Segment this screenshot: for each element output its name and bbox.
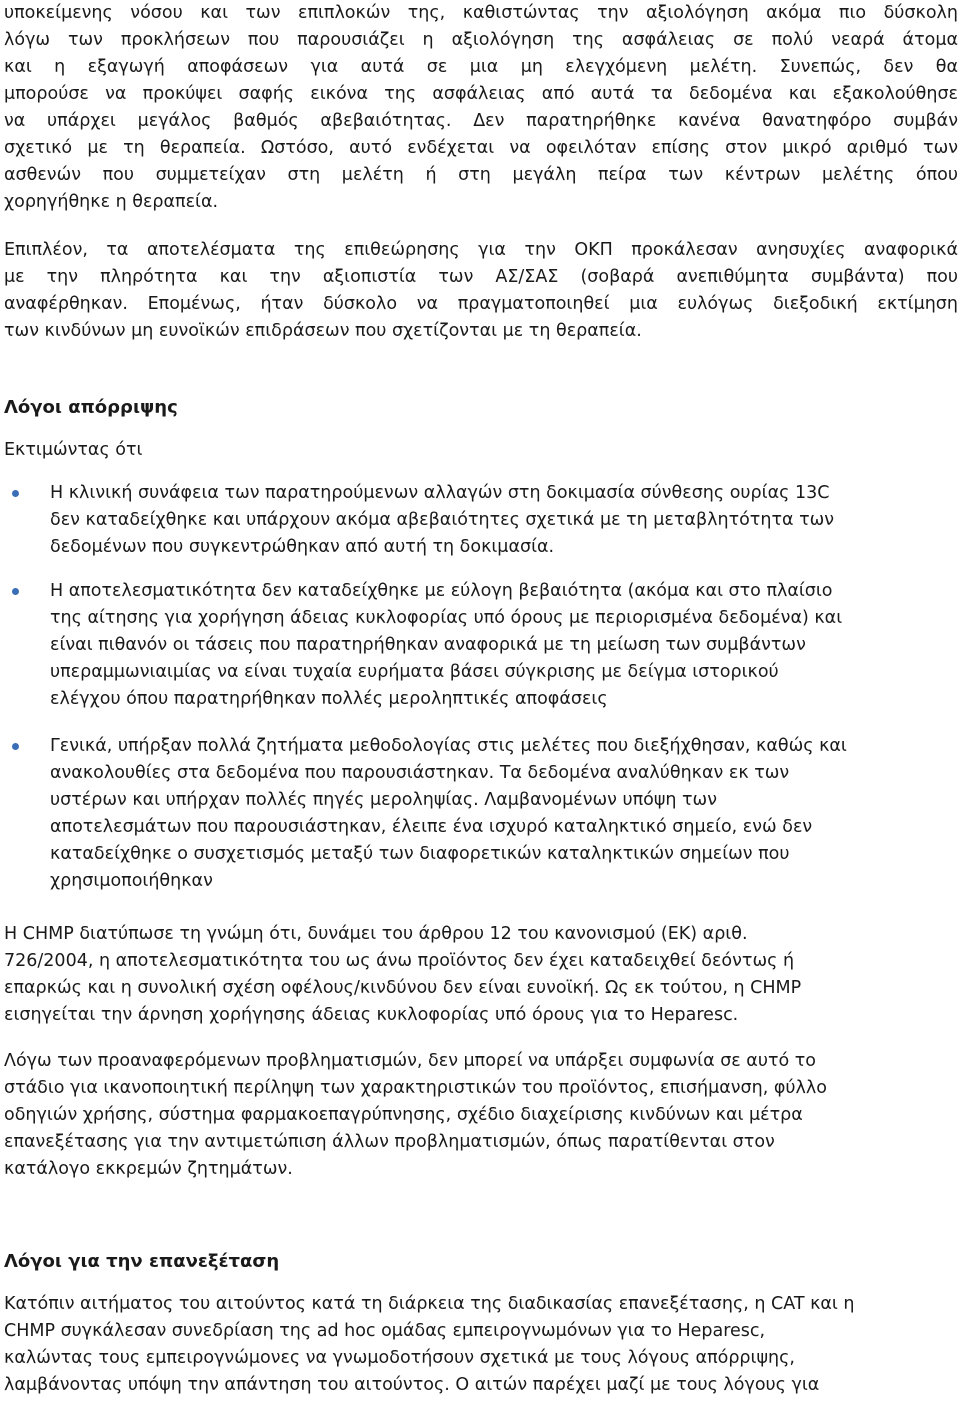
text-line: Λόγω των προαναφερόμενων προβληματισμών, δεν μπορεί να υπάρξει συμφωνία σε αυτό το	[4, 1051, 817, 1071]
text-line: κατάλογο εκκρεμών ζητημάτων.	[4, 1159, 293, 1179]
text-line: δεδομένων που συγκεντρώθηκαν από αυτή τη δοκιμασία.	[50, 537, 555, 557]
paragraph-gcp-inspection	[4, 237, 958, 345]
paragraph-safety-uncertainty	[4, 0, 958, 216]
text-line: Η αποτελεσματικότητα δεν καταδείχθηκε με εύλογη βεβαιότητα (ακόμα και στο πλαίσιο	[50, 581, 833, 601]
text-line: οδηγιών χρήσης, σύστημα φαρμακοεπαγρύπνησης, σχέδιο διαχείρισης κινδύνων και μέτρα	[4, 1105, 803, 1125]
text-line: της αίτησης για χορήγηση άδειας κυκλοφορίας υπό όρους με περιορισμένα δεδομένα) και	[50, 608, 843, 628]
bullet-icon	[12, 588, 19, 595]
text-line: Εκτιμώντας ότι	[4, 440, 143, 460]
text-line: Γενικά, υπήρξαν πολλά ζητήματα μεθοδολογίας στις μελέτες που διεξήχθησαν, καθώς και	[50, 736, 847, 756]
text-line: χορηγήθηκε η θεραπεία.	[4, 192, 219, 212]
text-line: Κατόπιν αιτήματος του αιτούντος κατά τη διάρκεια της διαδικασίας επανεξέτασης, η CAT και η	[4, 1294, 855, 1314]
text-line: Επιπλέον, τα αποτελέσματα της επιθεώρησης για την ΟΚΠ προκάλεσαν ανησυχίες αναφορικά	[4, 240, 958, 260]
text-line: και η εξαγωγή αποφάσεων για αυτά σε μια μη ελεγχόμενη μελέτη. Συνεπώς, δεν θα	[4, 57, 958, 77]
paragraph-outstanding-issues	[4, 1048, 958, 1183]
text-line: καλώντας τους εμπειρογνώμονες να γνωμοδοτήσουν σχετικά με τους λόγους απόρριψης,	[4, 1348, 795, 1368]
text-line: υστέρων και υπήρχαν πολλές πηγές μεροληψίας. Λαμβανομένων υπόψη των	[50, 790, 717, 810]
text-line: να υπάρχει μεγάλος βαθμός αβεβαιότητας. Δεν παρατηρήθηκε κανένα θανατηφόρο συμβάν	[4, 111, 958, 131]
bullet-icon	[12, 743, 19, 750]
text-line: επανεξέτασης για την αντιμετώπιση άλλων προβληματισμών, όπως παρατίθενται στον	[4, 1132, 775, 1152]
text-line: καταδείχθηκε ο συσχετισμός μεταξύ των διαφορετικών καταληκτικών σημείων που	[50, 844, 790, 864]
heading-refusal-grounds: Λόγοι απόρριψης	[4, 397, 178, 418]
refusal-intro	[4, 437, 958, 464]
text-line: στάδιο για ικανοποιητική περίληψη των χαρακτηριστικών του προϊόντος, επισήμανση, φύλλο	[4, 1078, 827, 1098]
text-line: επαρκώς και η συνολική σχέση οφέλους/κινδύνου δεν είναι ευνοϊκή. Ως εκ τούτου, η CHMP	[4, 978, 802, 998]
text-line: υπεραμμωνιαιμίας να είναι τυχαία ευρήματα βάσει σύγκρισης με δείγμα ιστορικού	[50, 662, 779, 682]
text-line: Η κλινική συνάφεια των παρατηρούμενων αλλαγών στη δοκιμασία σύνθεσης ουρίας 13C	[50, 483, 830, 503]
text-line: 726/2004, η αποτελεσματικότητα του ως άνω προϊόντος δεν έχει καταδειχθεί δεόντως ή	[4, 951, 795, 971]
text-line: δεν καταδείχθηκε και υπάρχουν ακόμα αβεβαιότητες σχετικά με τη μεταβλητότητα των	[50, 510, 835, 530]
text-line: CHMP συγκάλεσαν συνεδρίαση της ad hoc ομάδας εμπειρογνωμόνων για το Heparesc,	[4, 1321, 766, 1341]
text-line: αναφέρθηκαν. Επομένως, ήταν δύσκολο να πραγματοποιηθεί μια ευλόγως διεξοδική εκτίμηση	[4, 294, 958, 314]
text-line: ελέγχου όπου παρατηρήθηκαν πολλές μεροληπτικές αποφάσεις	[50, 689, 608, 709]
text-line: υποκείμενης νόσου και των επιπλοκών της, καθιστώντας την αξιολόγηση ακόμα πιο δύσκολη	[4, 3, 958, 23]
paragraph-reexamination	[4, 1291, 958, 1399]
paragraph-chmp-opinion	[4, 921, 958, 1029]
text-line: είναι πιθανόν οι τάσεις που παρατηρήθηκαν αναφορικά με τη μείωση των συμβάντων	[50, 635, 806, 655]
bullet-icon	[12, 490, 19, 497]
text-line: ασθενών που συμμετείχαν στη μελέτη ή στη μεγάλη πείρα των κέντρων μελέτης όπου	[4, 165, 958, 185]
text-line: ανακολουθίες στα δεδομένα που παρουσιάστηκαν. Τα δεδομένα αναλύθηκαν εκ των	[50, 763, 790, 783]
text-line: με την πληρότητα και την αξιοπιστία των ΑΣ/ΣΑΣ (σοβαρά ανεπιθύμητα συμβάντα) που	[4, 267, 958, 287]
text-line: μπορούσε να προκύψει σαφής εικόνα της ασφάλειας από αυτά τα δεδομένα και εξακολούθησε	[4, 84, 958, 104]
text-line: εισηγείται την άρνηση χορήγησης άδειας κυκλοφορίας υπό όρους για το Heparesc.	[4, 1005, 739, 1025]
text-line: χρησιμοποιήθηκαν	[50, 871, 213, 891]
text-line: σχετικό με τη θεραπεία. Ωστόσο, αυτό ενδέχεται να οφειλόταν επίσης στον μικρό αριθμό των	[4, 138, 958, 158]
text-line: λαμβάνοντας υπόψη την απάντηση του αιτούντος. Ο αιτών παρέχει μαζί με τους λόγους για	[4, 1375, 820, 1395]
text-line: αποτελεσμάτων που παρουσιάστηκαν, έλειπε ένα ισχυρό καταληκτικό σημείο, ενώ δεν	[50, 817, 813, 837]
text-line: των κινδύνων μη ευνοϊκών επιδράσεων που σχετίζονται με τη θεραπεία.	[4, 321, 642, 341]
text-line: Η CHMP διατύπωσε τη γνώμη ότι, δυνάμει του άρθρου 12 του κανονισμού (ΕΚ) αριθ.	[4, 924, 748, 944]
text-line: λόγω των προκλήσεων που παρουσιάζει η αξιολόγηση της ασφάλειας σε πολύ νεαρά άτομα	[4, 30, 958, 50]
heading-reexamination-grounds: Λόγοι για την επανεξέταση	[4, 1251, 280, 1272]
